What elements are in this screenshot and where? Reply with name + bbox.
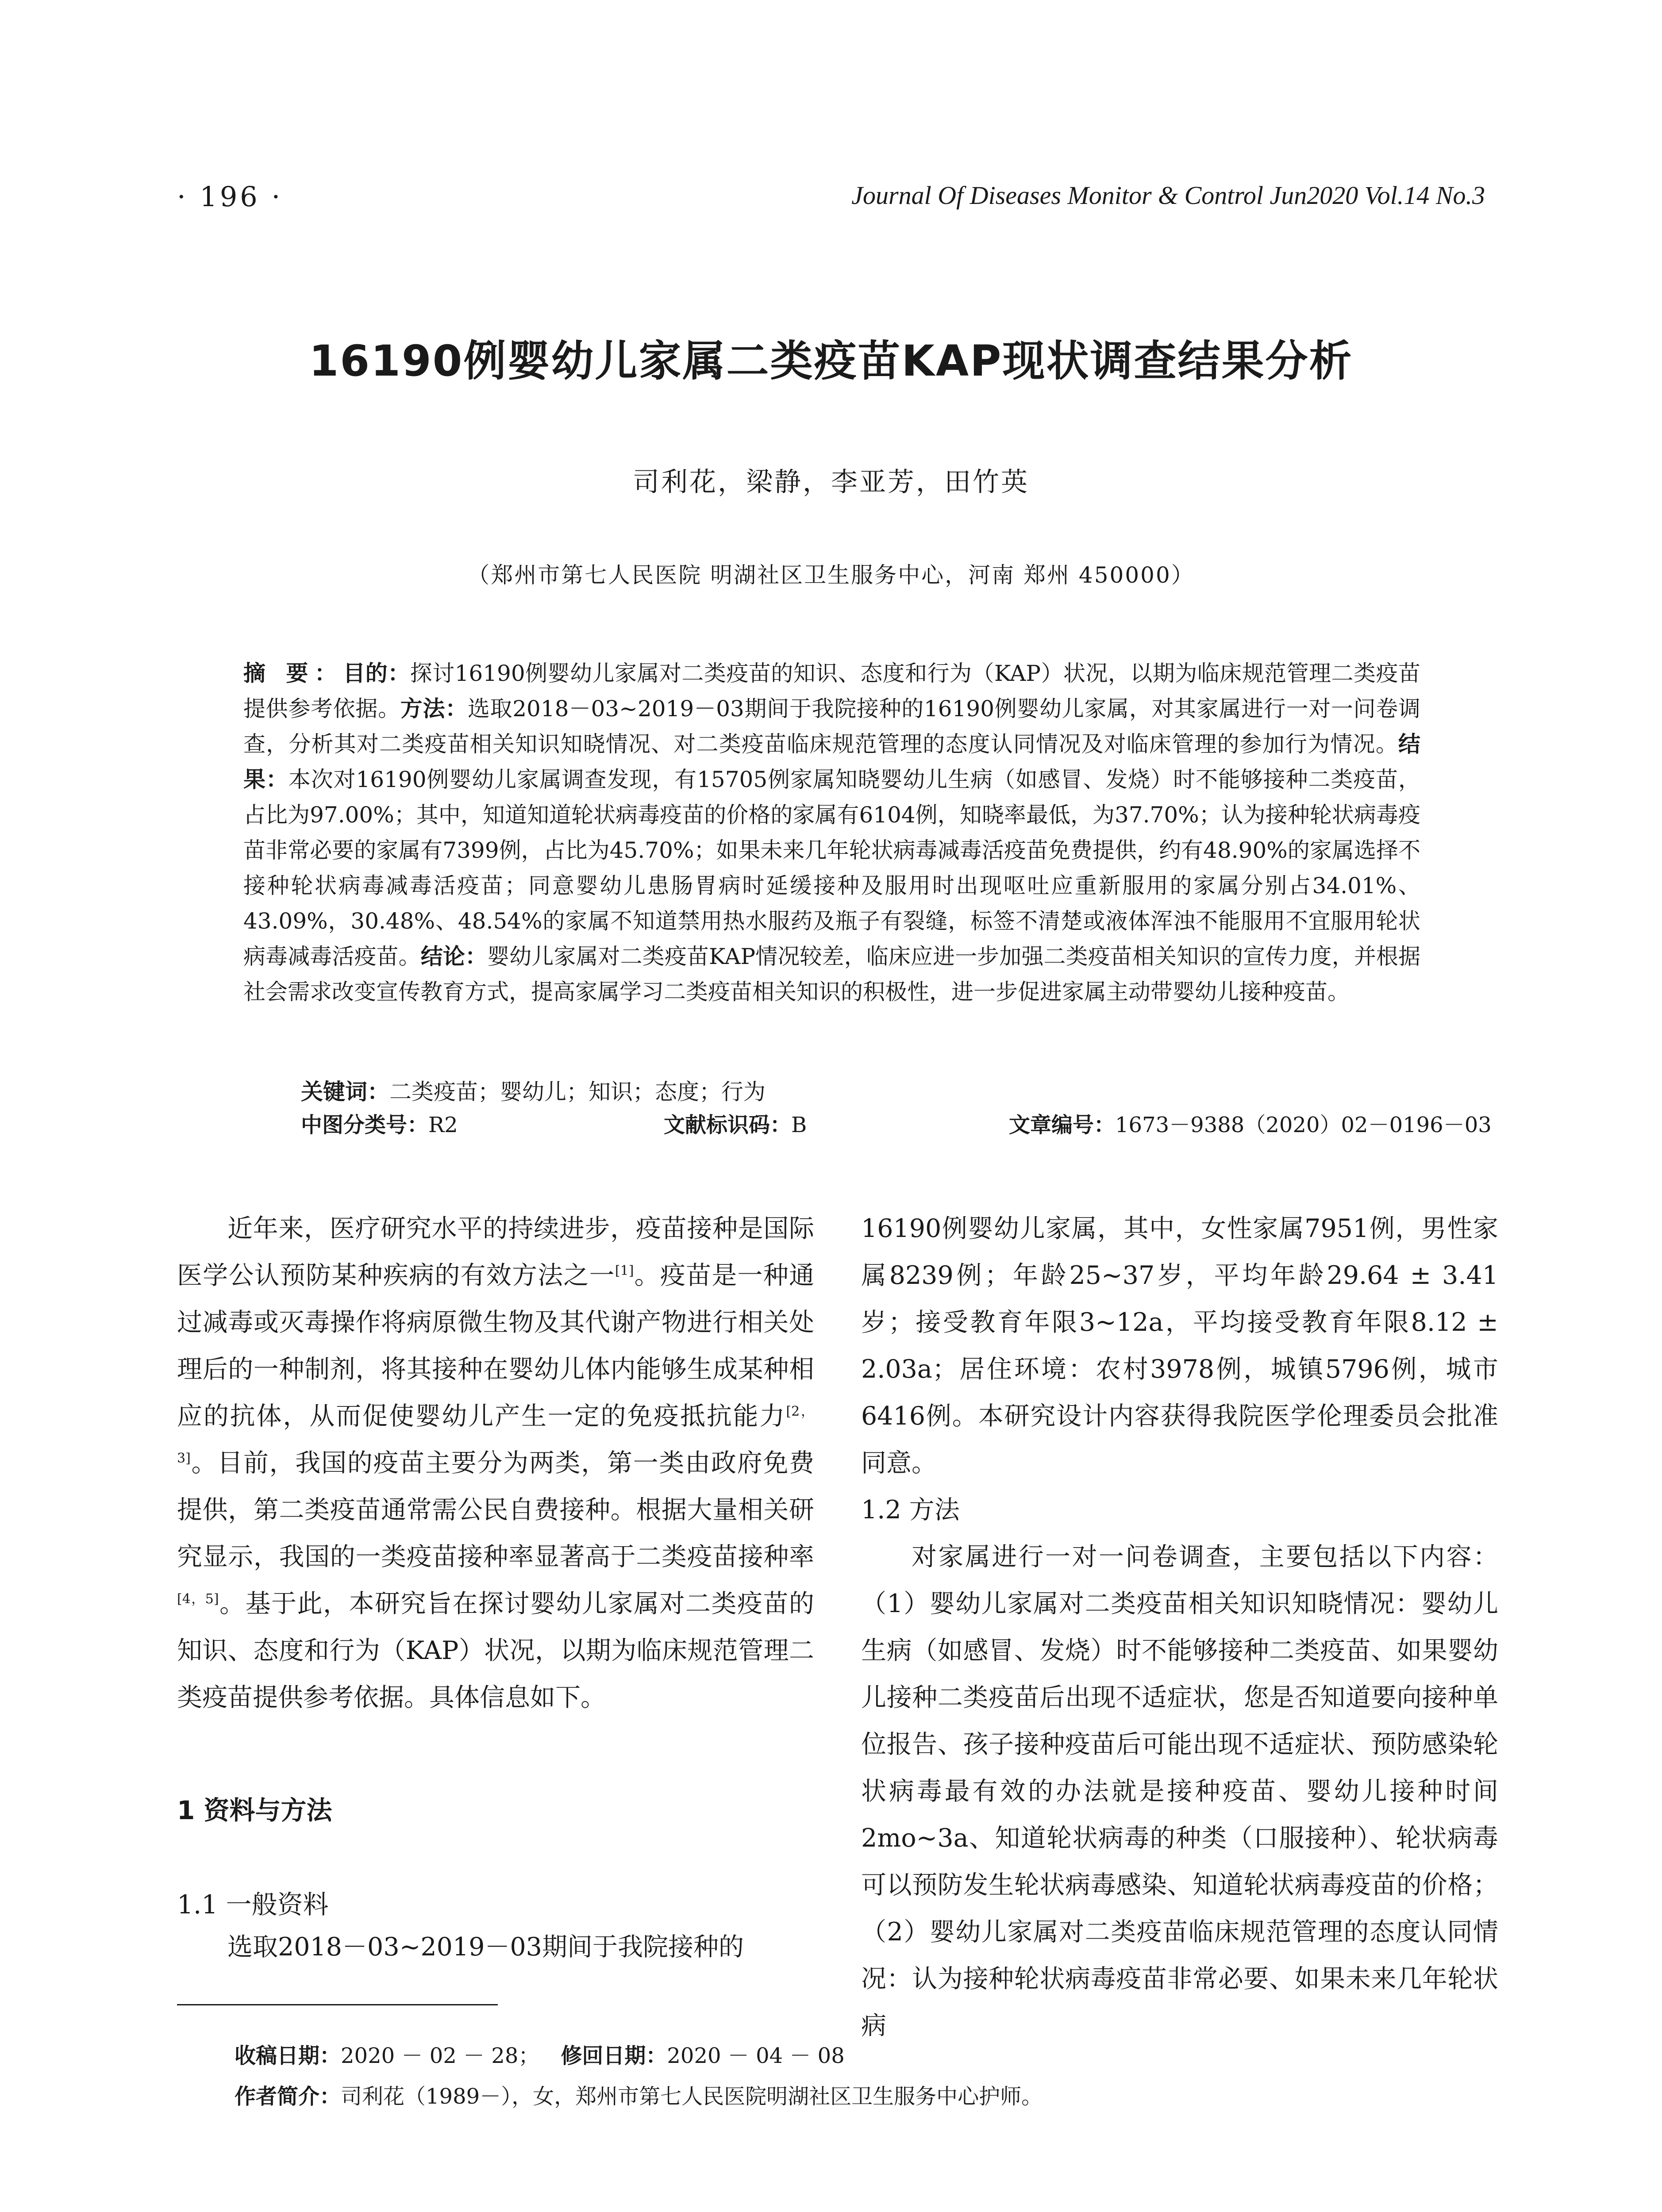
intro-paragraph [177, 1205, 814, 1721]
revised-label: 修回日期： [561, 2043, 667, 2068]
intro-part-1: 近年来，医疗研究水平的持续进步，疫苗接种是国际医学公认预防某种疾病的有效方法之一 [177, 1214, 814, 1290]
abstract [243, 656, 1420, 1010]
page-number: · 196 · [177, 180, 283, 213]
abstract-label: 摘 要： [243, 661, 343, 686]
classification-row [301, 1108, 1492, 1139]
revised-date: 2020 － 04 － 08 [667, 2043, 845, 2068]
methods-paragraph: 对家属进行一对一问卷调查，主要包括以下内容：（1）婴幼儿家属对二类疫苗相关知识知晓情况：婴幼儿生病（如感冒、发烧）时不能够接种二类疫苗、如果婴幼儿接种二类疫苗后出现不适症状，您是否知道要向接种单位报告、孩子接种疫苗后可能出现不适症状、预防感染轮状病毒最有效的办法就是接种疫苗、婴幼儿接种时间2mo~3a、知道轮状病毒的种类（口服接种）、轮状病毒可以预防发生轮状病毒感染、知道轮状病毒疫苗的价格；（2）婴幼儿家属对二类疫苗临床规范管理的态度认同情况：认为接种轮状病毒疫苗非常必要、如果未来几年轮状病 [861, 1542, 1498, 2040]
clc-value: R2 [428, 1113, 458, 1137]
clc-label: 中图分类号： [301, 1113, 429, 1137]
journal-header: Journal Of Diseases Monitor & Control Jun2020 Vol.14 No.3 [851, 181, 1485, 210]
methods-text: 选取2018－03~2019－03期间于我院接种的16190例婴幼儿家属，对其家属进行一对一问卷调查，分析其对二类疫苗相关知识知晓情况、对二类疫苗临床规范管理的态度认同情况及对临床管理的参加行为情况。 [243, 696, 1421, 757]
keywords-label: 关键词： [301, 1079, 389, 1105]
author-bio-text: 司利花（1989－），女，郑州市第七人民医院明湖社区卫生服务中心护师。 [341, 2084, 1043, 2109]
author-bio [235, 2079, 1043, 2110]
methods-label: 方法： [400, 696, 468, 722]
objective-text: 探讨16190例婴幼儿家属对二类疫苗的知识、态度和行为（KAP）状况，以期为临床规范管理二类疫苗提供参考依据。 [243, 661, 1420, 722]
keywords [301, 1074, 766, 1106]
intro-part-3: 。目前，我国的疫苗主要分为两类，第一类由政府免费提供，第二类疫苗通常需公民自费接种。根据大量相关研究显示，我国的一类疫苗接种率显著高于二类疫苗接种率 [177, 1448, 814, 1571]
article-value: 1673－9388（2020）02－0196－03 [1115, 1113, 1492, 1137]
subsection-heading: 1.1 一般资料 [177, 1889, 329, 1920]
authors: 司利花，梁静，李亚芳，田竹英 [633, 467, 1029, 498]
author-bio-label: 作者简介： [235, 2084, 341, 2109]
section-heading: 1 资料与方法 [177, 1795, 332, 1825]
subsection-body: 选取2018－03~2019－03期间于我院接种的 [227, 1932, 744, 1962]
intro-text [177, 1205, 814, 1721]
received-label: 收稿日期： [235, 2043, 341, 2068]
article-label: 文章编号： [1009, 1113, 1116, 1137]
intro-part-4: 。基于此，本研究旨在探讨婴幼儿家属对二类疫苗的知识、态度和行为（KAP）状况，以期为临床规范管理二类疫苗提供参考依据。具体信息如下。 [177, 1589, 814, 1712]
citation: [1] [615, 1263, 634, 1279]
results-text: 本次对16190例婴幼儿家属调查发现，有15705例家属知晓婴幼儿生病（如感冒、发烧）时不能够接种二类疫苗，占比为97.00%；其中，知道知道轮状病毒疫苗的价格的家属有6104例，知晓率最低，为37.70%；认为接种轮状病毒疫苗非常必要的家属有7399例，占比为45.70%；如果未来几年轮状病毒减毒活疫苗免费提供，约有48.90%的家属选择不接种轮状病毒减毒活疫苗；同意婴幼儿患肠胃病时延缓接种及服用时出现呕吐应重新服用的家属分别占34.01%、43.09%，30.48%、48.54%的家属不知道禁用热水服药及瓶子有裂缝，标签不清楚或液体浑浊不能服用不宜服用轮状病毒减毒活疫苗。 [243, 767, 1421, 969]
footnote-divider [177, 2004, 498, 2005]
conclusion-text: 婴幼儿家属对二类疫苗KAP情况较差，临床应进一步加强二类疫苗相关知识的宣传力度，并根据社会需求改变宣传教育方式，提高家属学习二类疫苗相关知识的积极性，进一步促进家属主动带婴幼儿接种疫苗。 [243, 944, 1421, 1005]
results-label: 结果： [243, 731, 1420, 792]
article-number [1009, 1108, 1492, 1138]
article-title: 16190例婴幼儿家属二类疫苗KAP现状调查结果分析 [309, 336, 1353, 386]
keywords-value: 二类疫苗；婴幼儿；知识；态度；行为 [389, 1079, 766, 1105]
doc-value: B [791, 1113, 807, 1137]
doc-label: 文献标识码： [664, 1113, 792, 1137]
received-date: 2020 － 02 － 28； [341, 2043, 540, 2068]
clc-code [301, 1108, 458, 1138]
doc-code [664, 1108, 807, 1138]
subjects-paragraph: 16190例婴幼儿家属，其中，女性家属7951例，男性家属8239例；年龄25~37岁，平均年龄29.64 ± 3.41岁；接受教育年限3~12a，平均接受教育年限8.12 ± 2.03a；居住环境：农村3978例，城镇5796例，城市6416例。本研究设计内容获得我院医学伦理委员会批准同意。 [861, 1214, 1498, 1478]
objective-label: 目的： [343, 661, 410, 686]
citation: [2，3] [177, 1404, 815, 1466]
conclusion-label: 结论： [420, 944, 488, 969]
affiliation: （郑州市第七人民医院 明湖社区卫生服务中心，河南 郑州 450000） [467, 562, 1195, 588]
subsection-heading-methods: 1.2 方法 [861, 1495, 960, 1525]
citation: [4，5] [177, 1591, 219, 1607]
intro-part-2: 。疫苗是一种通过减毒或灭毒操作将病原微生物及其代谢产物进行相关处理后的一种制剂，将其接种在婴幼儿体内能够生成某种相应的抗体，从而促使婴幼儿产生一定的免疫抵抗能力 [177, 1261, 815, 1431]
right-column [861, 1205, 1498, 2049]
received-dates [235, 2039, 845, 2069]
